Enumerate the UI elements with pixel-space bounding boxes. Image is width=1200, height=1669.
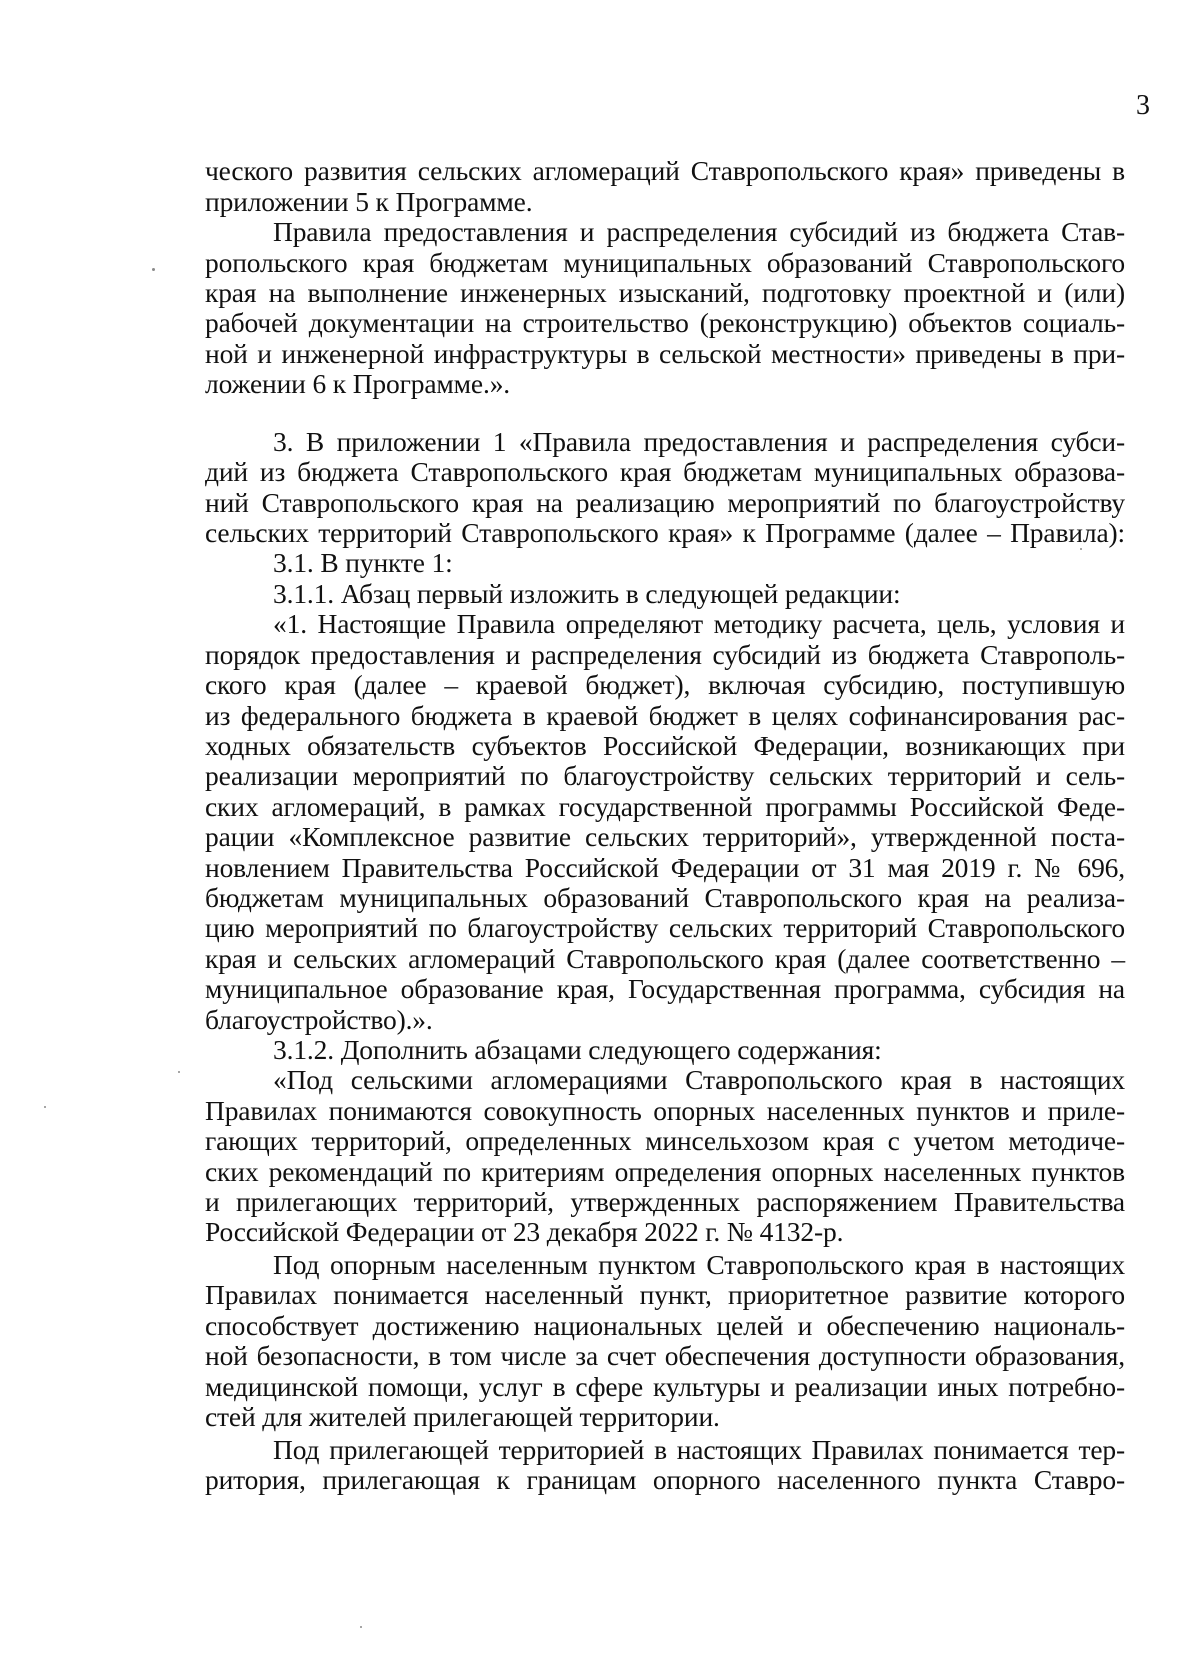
scan-speck bbox=[360, 1626, 362, 1628]
scan-speck bbox=[152, 268, 155, 271]
page-number: 3 bbox=[1136, 90, 1150, 121]
text-line: способствует достижению национальных целей и обеспечению националь- bbox=[205, 1310, 1125, 1341]
text-line: ной и инженерной инфраструктуры в сельской местности» приведены в при- bbox=[205, 338, 1125, 369]
scan-speck bbox=[44, 1106, 46, 1108]
text-line: Правилах понимаются совокупность опорных населенных пунктов и приле- bbox=[205, 1095, 1125, 1126]
text-line: «Под сельскими агломерациями Ставропольского края в настоящих bbox=[273, 1064, 1125, 1095]
text-line: Правила предоставления и распределения субсидий из бюджета Став- bbox=[273, 216, 1125, 247]
text-line: Российской Федерации от 23 декабря 2022 г. № 4132-р. bbox=[205, 1216, 844, 1247]
text-line: ропольского края бюджетам муниципальных образований Ставропольского bbox=[205, 247, 1125, 278]
text-line: благоустройство).». bbox=[205, 1004, 433, 1035]
text-line: ной безопасности, в том числе за счет обеспечения доступности образования, bbox=[205, 1340, 1125, 1371]
text-line: приложении 5 к Программе. bbox=[205, 186, 533, 217]
text-line: стей для жителей прилегающей территории. bbox=[205, 1401, 720, 1432]
text-line: 3.1.1. Абзац первый изложить в следующей редакции: bbox=[273, 578, 901, 609]
text-line: ческого развития сельских агломераций Ставропольского края» приведены в bbox=[205, 155, 1125, 186]
text-line: из федерального бюджета в краевой бюджет в целях софинансирования рас- bbox=[205, 700, 1125, 731]
text-line: 3.1. В пункте 1: bbox=[273, 547, 453, 578]
text-line: ходных обязательств субъектов Российской Федерации, возникающих при bbox=[205, 730, 1125, 761]
text-line: и прилегающих территорий, утвержденных распоряжением Правительства bbox=[205, 1186, 1125, 1217]
text-line: гающих территорий, определенных минсельхозом края с учетом методиче- bbox=[205, 1125, 1125, 1156]
text-line: ских рекомендаций по критериям определения опорных населенных пунктов bbox=[205, 1156, 1125, 1187]
text-line: Правилах понимается населенный пункт, приоритетное развитие которого bbox=[205, 1279, 1125, 1310]
text-line: новлением Правительства Российской Федерации от 31 мая 2019 г. № 696, bbox=[205, 852, 1125, 883]
text-line: реализации мероприятий по благоустройству сельских территорий и сель- bbox=[205, 760, 1125, 791]
text-line: ских агломераций, в рамках государственной программы Российской Феде- bbox=[205, 791, 1125, 822]
text-line: края и сельских агломераций Ставропольского края (далее соответственно – bbox=[205, 943, 1125, 974]
scan-speck bbox=[1080, 548, 1082, 550]
text-line: 3.1.2. Дополнить абзацами следующего содержания: bbox=[273, 1034, 882, 1065]
text-line: ского края (далее – краевой бюджет), включая субсидию, поступившую bbox=[205, 669, 1125, 700]
text-line: ложении 6 к Программе.». bbox=[205, 368, 511, 399]
text-line: края на выполнение инженерных изысканий, подготовку проектной и (или) bbox=[205, 277, 1125, 308]
text-line: муниципальное образование края, Государственная программа, субсидия на bbox=[205, 973, 1125, 1004]
text-line: ритория, прилегающая к границам опорного населенного пункта Ставро- bbox=[205, 1464, 1125, 1495]
text-line: бюджетам муниципальных образований Ставропольского края на реализа- bbox=[205, 882, 1125, 913]
scan-speck bbox=[178, 1071, 180, 1073]
text-line: Под опорным населенным пунктом Ставропольского края в настоящих bbox=[273, 1249, 1125, 1280]
text-line: дий из бюджета Ставропольского края бюджетам муниципальных образова- bbox=[205, 456, 1125, 487]
text-line: ний Ставропольского края на реализацию мероприятий по благоустройству bbox=[205, 487, 1125, 518]
text-line: сельских территорий Ставропольского края» к Программе (далее – Правила): bbox=[205, 517, 1125, 548]
text-line: 3. В приложении 1 «Правила предоставления и распределения субси- bbox=[273, 426, 1125, 457]
text-line: рабочей документации на строительство (реконструкцию) объектов социаль- bbox=[205, 307, 1125, 338]
text-line: цию мероприятий по благоустройству сельских территорий Ставропольского bbox=[205, 912, 1125, 943]
text-line: «1. Настоящие Правила определяют методику расчета, цель, условия и bbox=[273, 608, 1125, 639]
text-line: порядок предоставления и распределения субсидий из бюджета Ставрополь- bbox=[205, 639, 1125, 670]
text-line: рации «Комплексное развитие сельских территорий», утвержденной поста- bbox=[205, 821, 1125, 852]
text-line: Под прилегающей территорией в настоящих Правилах понимается тер- bbox=[273, 1434, 1125, 1465]
text-line: медицинской помощи, услуг в сфере культуры и реализации иных потребно- bbox=[205, 1371, 1125, 1402]
